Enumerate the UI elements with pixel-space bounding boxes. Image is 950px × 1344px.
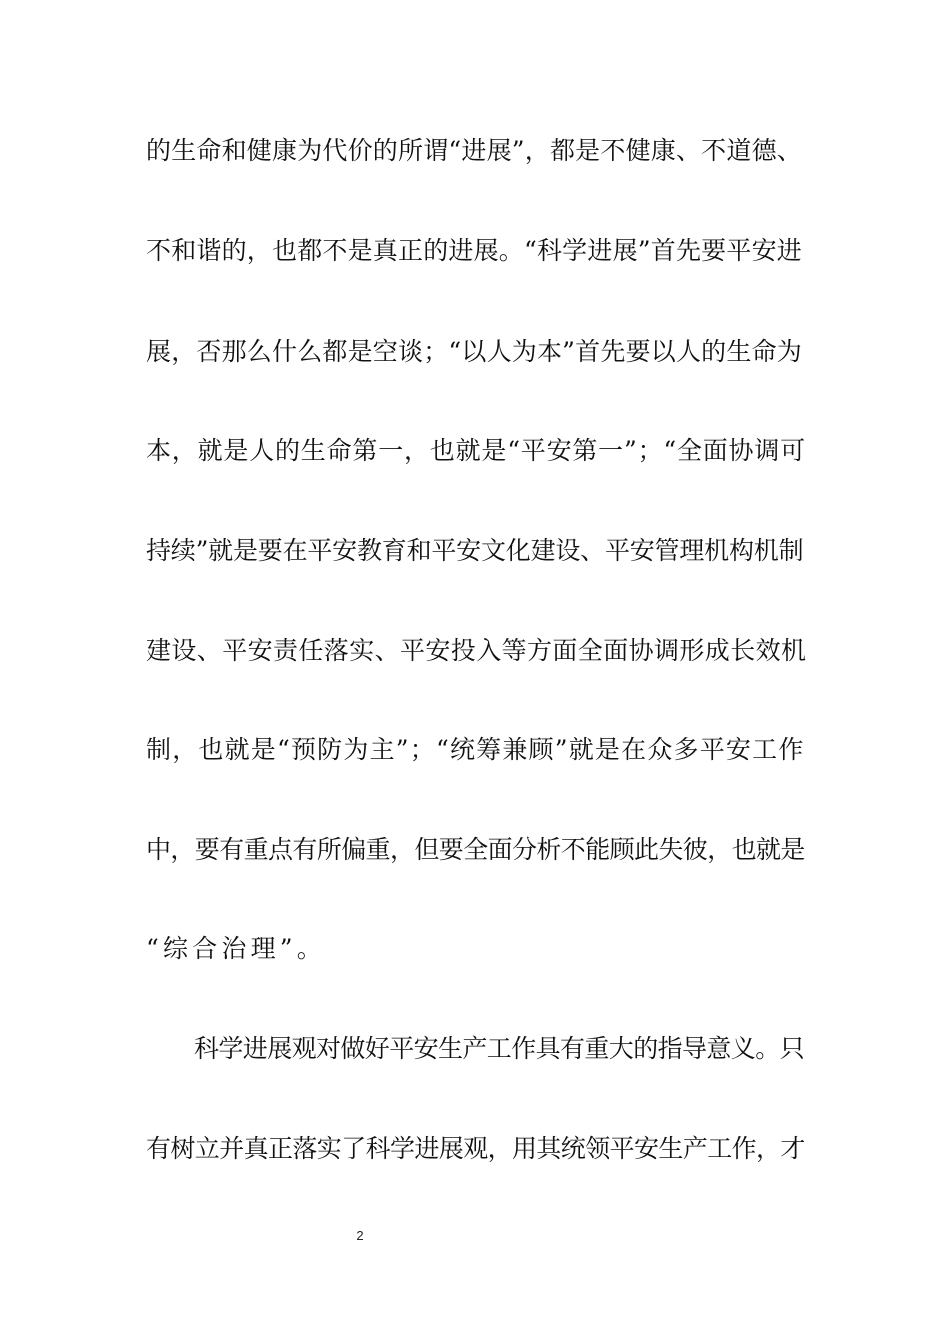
text-line: 不和谐的，也都不是真正的进展。“科学进展”首先要平安进: [146, 236, 802, 265]
text-line: 建设、平安责任落实、平安投入等方面全面协调形成长效机: [146, 636, 807, 665]
paragraph-first-line: 科学进展观对做好平安生产工作具有重大的指导意义。只: [194, 1034, 805, 1063]
text-line: “综合治理”。: [146, 934, 326, 963]
text-line: 的生命和健康为代价的所谓“进展”，都是不健康、不道德、: [146, 136, 802, 165]
text-line: 持续”就是要在平安教育和平安文化建设、平安管理机构机制: [146, 536, 804, 565]
text-line: 本，就是人的生命第一，也就是“平安第一”；“全面协调可: [146, 436, 806, 465]
text-line: 制，也就是“预防为主”；“统筹兼顾”就是在众多平安工作: [146, 735, 805, 764]
text-line: 展，否那么什么都是空谈；“以人为本”首先要以人的生命为: [146, 337, 802, 366]
page-number: 2: [356, 1228, 364, 1243]
text-line: 有树立并真正落实了科学进展观，用其统领平安生产工作，才: [146, 1134, 805, 1163]
text-line: 中，要有重点有所偏重，但要全面分析不能顾此失彼，也就是: [146, 835, 805, 864]
